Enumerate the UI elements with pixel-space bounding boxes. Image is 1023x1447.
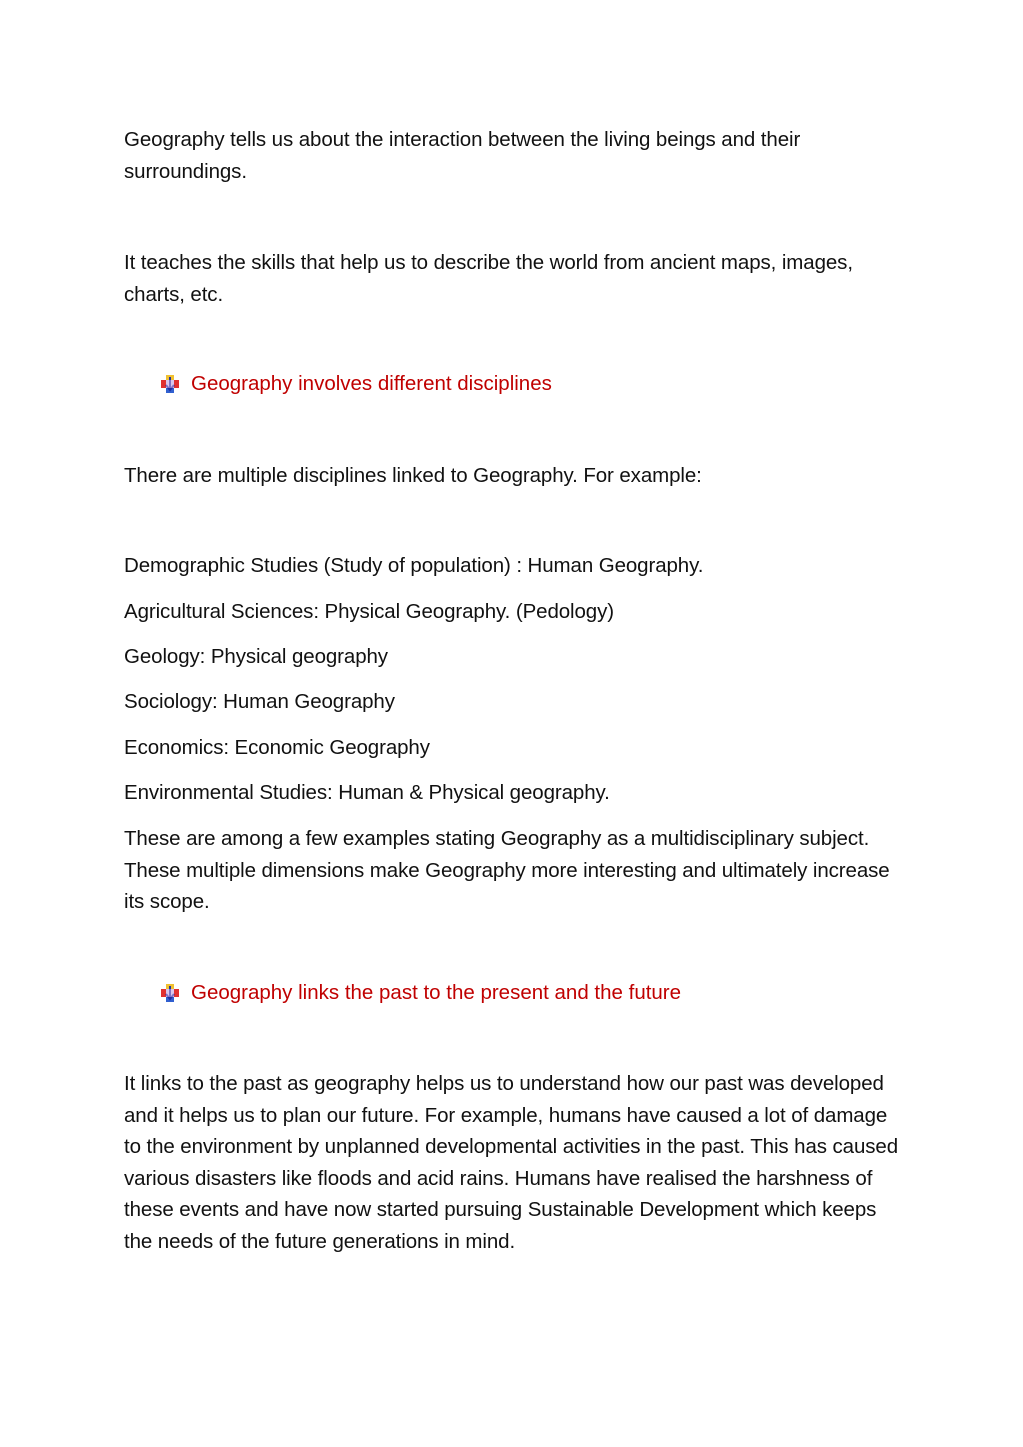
past-future-paragraph: It links to the past as geography helps us to understand how our past was developed and it helps us to plan our future. For example, humans have caused a lot of damage to the environment by unplanned developmental activities in the past. This has caused various disasters like floods and acid rains. Humans have realised the harshness of these events and have now started pursuing Sustainable Development which keeps the needs of the future generations in mind. — [124, 1072, 899, 1253]
list-item: Economics: Economic Geography — [124, 736, 430, 759]
section-heading-past-future — [160, 977, 900, 1009]
intro-paragraph-2: It teaches the skills that help us to describe the world from ancient maps, images, charts, etc. — [124, 251, 853, 306]
section-heading-text: Geography involves different disciplines — [191, 372, 552, 395]
list-item: Geology: Physical geography — [124, 645, 388, 668]
bullet-arrow-icon — [160, 981, 180, 1001]
disciplines-summary: These are among a few examples stating Geography as a multidisciplinary subject. These multiple dimensions make Geography more interesting and ultimately increase its scope. — [124, 827, 890, 913]
disciplines-lead: There are multiple disciplines linked to Geography. For example: — [124, 464, 702, 487]
bullet-arrow-icon — [160, 372, 180, 392]
section-heading-disciplines — [160, 368, 900, 400]
list-item: Sociology: Human Geography — [124, 690, 395, 713]
list-item: Environmental Studies: Human & Physical geography. — [124, 781, 610, 804]
section-heading-text: Geography links the past to the present and the future — [191, 981, 682, 1004]
intro-paragraph-1: Geography tells us about the interaction between the living beings and their surroundings. — [124, 128, 801, 183]
list-item: Demographic Studies (Study of population) : Human Geography. — [124, 554, 704, 577]
list-item: Agricultural Sciences: Physical Geography. (Pedology) — [124, 600, 614, 623]
